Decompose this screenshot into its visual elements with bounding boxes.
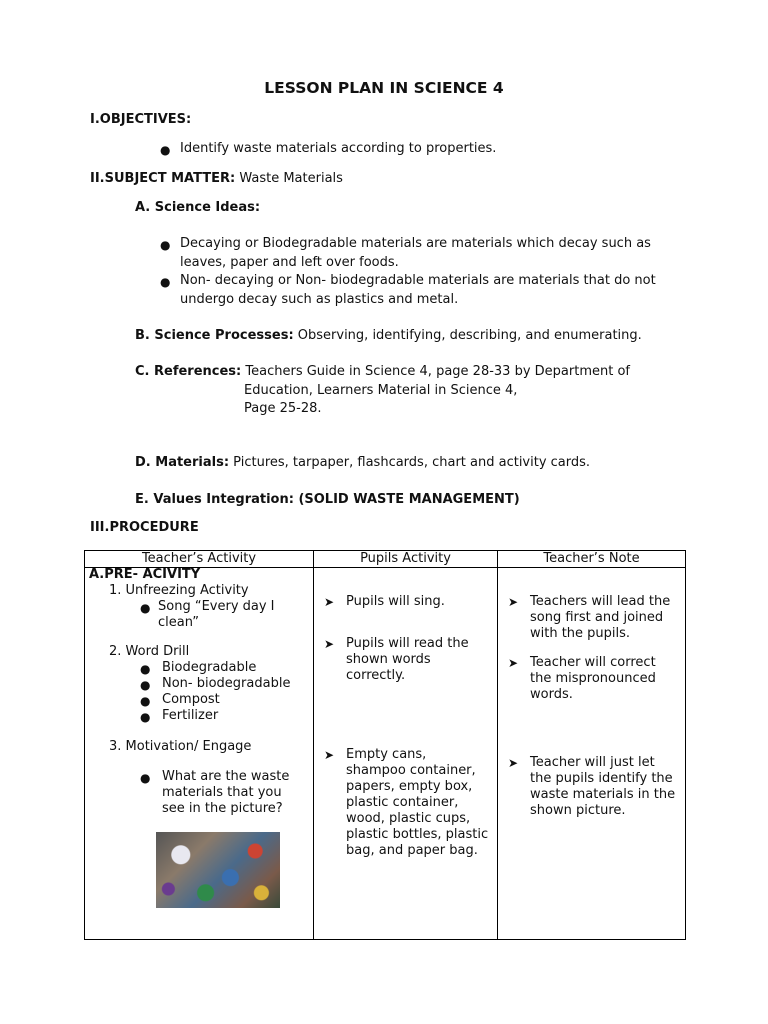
note-3-line: Teacher will just let bbox=[530, 755, 655, 770]
bullet-icon: ● bbox=[160, 275, 171, 289]
pupils-answer-line: Empty cans, bbox=[346, 747, 427, 762]
note-2-line: words. bbox=[530, 687, 573, 702]
word-biodegradable: Biodegradable bbox=[162, 660, 257, 675]
bullet-icon: ● bbox=[140, 601, 151, 615]
waste-materials-picture bbox=[156, 832, 280, 908]
pupils-answer-line: papers, empty box, bbox=[346, 779, 473, 794]
science-idea-2-line1: Non- decaying or Non- biodegradable materials are materials that do not bbox=[180, 273, 656, 288]
note-1-line: Teachers will lead the bbox=[530, 594, 671, 609]
materials-value: Pictures, tarpaper, flashcards, chart and activity cards. bbox=[233, 455, 591, 470]
song-line1: Song “Every day I bbox=[158, 599, 275, 614]
arrow-bullet-icon: ➤ bbox=[508, 595, 519, 609]
references-line3: Page 25-28. bbox=[244, 401, 322, 416]
page-title: LESSON PLAN IN SCIENCE 4 bbox=[264, 79, 504, 97]
bullet-icon: ● bbox=[140, 710, 151, 724]
bullet-icon: ● bbox=[140, 771, 151, 785]
materials-label: D. Materials: bbox=[135, 455, 230, 470]
science-idea-1-line2: leaves, paper and left over foods. bbox=[180, 255, 399, 270]
song-line2: clean” bbox=[158, 615, 199, 630]
subject-matter-value: Waste Materials bbox=[239, 171, 343, 186]
pupils-read bbox=[346, 636, 469, 684]
header-teacher-note: Teacher’s Note bbox=[498, 551, 686, 568]
objectives-heading: I.OBJECTIVES: bbox=[90, 112, 192, 127]
bullet-icon: ● bbox=[140, 694, 151, 708]
note-2-line: the mispronounced bbox=[530, 671, 656, 686]
subject-matter-heading: II.SUBJECT MATTER: bbox=[90, 171, 236, 186]
note-1-line: with the pupils. bbox=[530, 626, 631, 641]
science-idea-1-line1: Decaying or Biodegradable materials are materials which decay such as bbox=[180, 236, 651, 251]
arrow-bullet-icon: ➤ bbox=[508, 656, 519, 670]
references bbox=[135, 364, 630, 379]
pupils-answer-line: plastic container, bbox=[346, 795, 459, 810]
bullet-icon: ● bbox=[160, 238, 171, 252]
pupils-answer-line: plastic bottles, plastic bbox=[346, 827, 489, 842]
word-compost: Compost bbox=[162, 692, 220, 707]
subject-matter bbox=[90, 171, 343, 186]
note-2 bbox=[530, 655, 656, 703]
word-drill: 2. Word Drill bbox=[109, 644, 190, 659]
science-processes-value: Observing, identifying, describing, and enumerating. bbox=[297, 328, 642, 343]
references-line1: Teachers Guide in Science 4, page 28-33 by Department of bbox=[245, 364, 630, 379]
arrow-bullet-icon: ➤ bbox=[324, 637, 335, 651]
note-2-line: Teacher will correct bbox=[530, 655, 656, 670]
pupils-answer-line: wood, plastic cups, bbox=[346, 811, 471, 826]
procedure-heading: III.PROCEDURE bbox=[90, 520, 199, 535]
motivation-engage: 3. Motivation/ Engage bbox=[109, 739, 252, 754]
word-non-biodegradable: Non- biodegradable bbox=[162, 676, 291, 691]
values-integration-label: E. Values Integration: (SOLID WASTE MANAGEMENT) bbox=[135, 492, 520, 507]
note-3-line: shown picture. bbox=[530, 803, 626, 818]
header-pupils-activity: Pupils Activity bbox=[314, 551, 498, 568]
pupils-read-line1: Pupils will read the bbox=[346, 636, 469, 651]
science-idea-2-line2: undergo decay such as plastics and metal. bbox=[180, 292, 459, 307]
objective-item: Identify waste materials according to properties. bbox=[180, 141, 497, 156]
unfreezing-activity: 1. Unfreezing Activity bbox=[109, 583, 249, 598]
word-fertilizer: Fertilizer bbox=[162, 708, 219, 723]
note-3 bbox=[530, 755, 675, 819]
science-ideas-label: A. Science Ideas: bbox=[135, 200, 261, 215]
science-processes bbox=[135, 328, 642, 343]
pupils-read-line3: correctly. bbox=[346, 668, 406, 683]
question-line3: see in the picture? bbox=[162, 801, 283, 816]
science-processes-label: B. Science Processes: bbox=[135, 328, 294, 343]
arrow-bullet-icon: ➤ bbox=[324, 748, 335, 762]
question-line1: What are the waste bbox=[162, 769, 290, 784]
note-1 bbox=[530, 594, 670, 642]
references-line2: Education, Learners Material in Science 4, bbox=[244, 383, 518, 398]
arrow-bullet-icon: ➤ bbox=[324, 595, 335, 609]
materials bbox=[135, 455, 590, 470]
table-header-row bbox=[85, 551, 686, 568]
bullet-icon: ● bbox=[160, 143, 171, 157]
pupils-answer-line: shampoo container, bbox=[346, 763, 476, 778]
bullet-icon: ● bbox=[140, 662, 151, 676]
pre-activity-label: A.PRE- ACIVITY bbox=[89, 567, 201, 582]
question-line2: materials that you bbox=[162, 785, 282, 800]
bullet-icon: ● bbox=[140, 678, 151, 692]
references-label: C. References: bbox=[135, 364, 242, 379]
note-3-line: the pupils identify the bbox=[530, 771, 673, 786]
note-1-line: song first and joined bbox=[530, 610, 664, 625]
pupils-sing: Pupils will sing. bbox=[346, 594, 445, 609]
note-3-line: waste materials in the bbox=[530, 787, 676, 802]
pupils-answer-line: bag, and paper bag. bbox=[346, 843, 478, 858]
pupils-answer bbox=[346, 747, 488, 859]
header-teacher-activity: Teacher’s Activity bbox=[85, 551, 314, 568]
arrow-bullet-icon: ➤ bbox=[508, 756, 519, 770]
pupils-read-line2: shown words bbox=[346, 652, 431, 667]
